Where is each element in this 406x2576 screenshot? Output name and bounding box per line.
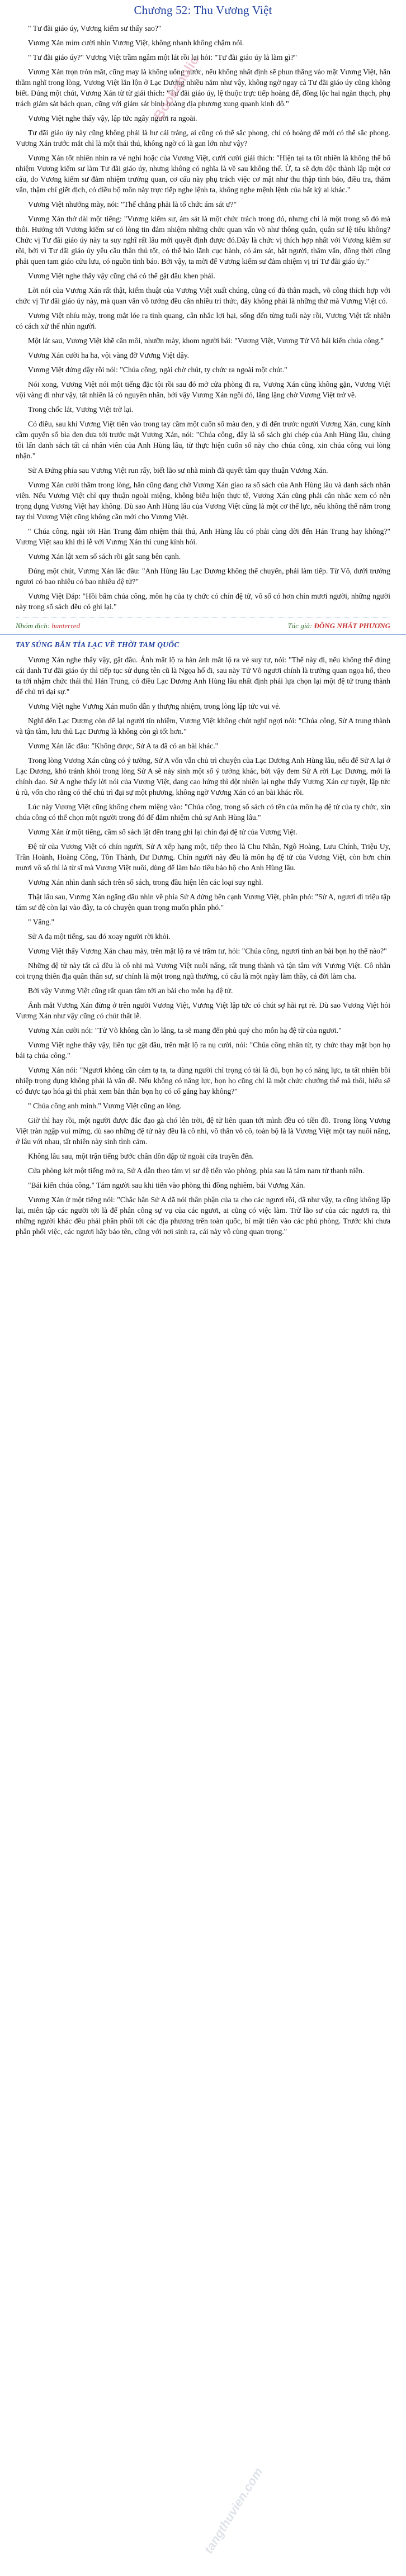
paragraph: Vương Việt nghe thấy vậy cũng chả có thể gật đầu khen phải. xyxy=(28,272,215,280)
paragraph: Vương Xán ừ một tiếng nói: "Chắc hẳn Sử A đã nói thân phận của ta cho các ngươi rồi, đã như vậy, ta cũng không lập lại, miên tập các người tới là để phân công sự vụ của các ngươi, ai cũng có việc làm. Trừ lão sư của các ngươi ra, thì những người khác đều phải phân phối tới các địa phương trên toàn quốc, bí mật tiến vào các phủ phòng. Trước khi chưa phân phối việc, các ngươi hãy báo tên, cũng với nơi sinh ra, cái này vô cùng quan trọng." xyxy=(16,1196,390,1236)
paragraph: Nói xong, Vương Việt nói một tiếng đặc tội rồi sau đó mở cửa phòng đi ra, Vương Xán cũng không gặn, Vương Việt vội vàng đi như vậy, tất nhiên là có nguyên nhân, bởi vậy Vương Xán ngồi đó, lẳng lặng chờ Vương Việt trở về. xyxy=(16,380,390,399)
paragraph: Vương Xán tốt nhiên nhìn ra vẻ nghi hoặc của Vương Việt, cười cười giải thích: "Hiện tại ta tốt nhiên là không thể bổ nhiệm Vương kiếm sư làm Tư đãi giáo úy, nhưng không có nghĩa là về sau không thể. Ừ, ta sẽ đợn độc thành lập một cơ cấu, do Vương kiếm sư đảm nhiệm trưởng quan, cơ cấu này phụ trách việc cơ mật như thu thập tình báo, điều tra, thăm vấn, thậm chí giết địch, có điều bộ môn này trực tiếp nghe lệnh ta, không nghe mệnh lệnh của bất kỳ ai khác." xyxy=(16,154,390,194)
paragraph: " Vâng." xyxy=(28,918,55,926)
editor-label: Nhóm dịch: xyxy=(16,622,50,630)
paragraph: Vương Việt nghe thấy vậy, liên tục gật đầu, trên mặt lộ ra nụ cười, nói: "Chúa công nhân từ, ty chức thay mặt bọn họ bái tạ chúa công." xyxy=(16,1041,390,1060)
paragraph: Đúng một chút, Vương Xán lắc đầu: "Anh Hùng lâu Lạc Dương không thể chuyển, phải làm tiếp. Từ Võ, dưới trướng ngươi có bao nhiêu có bao nhiêu đệ tử?" xyxy=(16,567,390,586)
paragraph: Vương Việt nghe thấy vậy, lập tức ngây người ra ngoài. xyxy=(28,114,197,122)
paragraph: Vương Việt nhíu mày, trong mắt lóe ra tinh quang, cân nhắc lợi hại, sống đến từng tuổi này rồi, Vương Việt tất nhiên có cách xử thế nhìn người. xyxy=(16,311,390,330)
paragraph: Không lâu sau, một trận tiếng bước chân dồn dập từ ngoài cửa truyền đến. xyxy=(28,1152,254,1160)
paragraph: Những đệ tử này tất cả đều là cô nhi mà Vương Việt nuôi nấng, rất trung thành và tận tâm với Vương Việt. Cô nhân coi trọng thiên địa quân thân sư, sư chính là một trong ngũ thường, có câu là một ngày làm thầy, cả đời làm cha. xyxy=(16,961,390,980)
paragraph: Lúc này Vương Việt cũng không chem miệng vào: "Chúa công, trong số sách có tên của môn hạ đệ tử của ty chức, xin chúa công có thể chọn một người trong đó đế đảm nhiệm chủ sự Anh Hùng lâu." xyxy=(16,803,390,822)
paragraph: Thật lâu sau, Vương Xán ngẩng đầu nhìn về phía Sử A đứng bên cạnh Vương Việt, phân phó: "Sử A, ngươi đi triệu tập tám sư đệ còn lại vào đây, ta có chuyện quan trọng muốn phân phó." xyxy=(16,893,390,912)
watermark-bottom: tangthuvien.com xyxy=(201,2465,266,2556)
paragraph: Cửa phòng két một tiếng mở ra, Sử A dẫn theo tám vị sư đệ tiến vào phòng, phía sau là tám nam tử thanh niên. xyxy=(28,1166,365,1175)
paragraph: Lời nói của Vương Xán rất thật, kiếm thuật của Vương Việt xuất chúng, cũng có đủ thân mạch, võ công thích hợp với chức vị Tư đãi giáo úy này, mà quan văn võ tướng đều cần nhiều tri thức, đây không phải là những thứ mà Vương Việt có. xyxy=(16,286,390,305)
paragraph: " Tư đãi giáo úy, Vương kiếm sư thấy sao?" xyxy=(28,24,162,32)
paragraph: Vương Việt thấy Vương Xán chau mày, trên mặt lộ ra vẻ trầm tư, hỏi: "Chúa công, ngươi tính an bài bọn họ thế nào?" xyxy=(28,947,387,955)
paragraph: Vương Việt nghe Vương Xán muốn dẫn y thượng nhiệm, trong lòng lập tức vui vẻ. xyxy=(28,702,281,710)
paragraph: Vương Xán nói: "Ngươi không cần cảm tạ ta, ta dùng người chỉ trọng có tài là đủ, bọn họ có năng lực, ta tất nhiên bồi nhiệp trọng dụng không phải là vấn đề. Nếu không có năng lực, bọn họ cũng chỉ là một chức chưởng thế mà thôi, hiểu sẽ có được tạo hóa gì thì phải xem bản thân bọn họ có cố gắng hay không?" xyxy=(16,1066,390,1095)
watermark-top: Bookaholic xyxy=(151,53,202,123)
paragraph: Sử A Đứng phía sau Vương Việt run rẩy, biết lão sư nhà mình đã quyết tâm quy thuận Vương Xán. xyxy=(28,466,328,475)
paragraph: Vương Việt nhướng mày, nói: "Thế chẳng phải là tổ chức ám sát ư?" xyxy=(28,200,237,208)
author-label: Tác giả: xyxy=(287,622,313,630)
paragraph: Đệ tử của Vương Việt có chín người, Sử A xếp hạng một, tiếp theo là Chu Nhân, Ngô Hoàng, Lưu Chính, Triệu Uy, Trần Hoành, Hoàng Công, Tôn Thành, Dư Dương. Chín người này đều là môn hạ đệ tử của Vương Việt, còn hơn chín mươi vô số thì là từ sĩ mà Vương Việt nuôi, dùng để làm bảo tiêu bảo hộ cho Anh Hùng lâu. xyxy=(16,842,390,872)
section2-body xyxy=(16,654,390,1237)
paragraph: Vương Xán thở dài một tiếng: "Vương kiếm sư, ám sát là một chức trách trong đó, nhưng chỉ là một trong số đó mà thôi. Hướng tới Vương kiếm sư có lòng tin đảm nhiệm những chức quan vấn võ như thông quân, quân sư lệ tiêu không? Chức vị Tư đãi giáo úy này ta suy nghĩ rất lâu mới quyết định được đó.Đây là chức vị thích hợp nhất với Vương kiếm sư rồi, bởi vì Tư đãi giáo úy yêu cầu thân thủ tốt, có thể bảo lãnh cục hành, có ám sát, bắt người, thăm vấn, đồng thời cũng phải quen tam giáo cửu lưu, có nguồn tình báo. Bởi vậy, ta mời để Vương kiếm sư đảm nhiệm vị trí Tư đãi giáo úy." xyxy=(16,215,390,265)
paragraph: Vương Xán cười thầm trong lòng, hắn cũng đang chờ Vương Xán giao ra sổ sách của Anh Hùng lâu và danh sách nhân viên. Nếu Vương Việt chỉ quy thuận ngoài miệng, không biểu hiện thực tế, Vương Xán cũng phải cân nhắc xem có nên trọng dụng Vương Việt hay không. Dù sao Anh Hùng lâu của Vương Việt cũng là một cơ thế lực, nếu không thể nắm trong tay thì Vương Việt cũng không cần mới cho Vương Việt. xyxy=(16,481,390,521)
paragraph: Vương Xán cười nói: "Tử Võ không cần lo lắng, ta sẽ mang đến phủ quý cho môn hạ đệ tử của ngươi." xyxy=(28,1026,342,1035)
author-value: ĐỒNG NHẤT PHƯƠNG xyxy=(314,622,390,630)
paragraph: Giờ thì hay rồi, một người được đắc đạo gà chó lên trời, đệ tử liên quan tới mình đều có tiền đồ. Trong lòng Vương Việt tràn ngập vui mừng, dù sao những đệ tử này đều là cô nhi, vô thân vô cô, toàn bộ là là Vương Việt một tay nuôi nấng, ở lâu với nhau, tất nhiên này sinh tình cảm. xyxy=(16,1116,390,1146)
chapter-title: Chương 52: Thu Vương Việt xyxy=(134,3,272,17)
paragraph: Vương Xán mỉm cười nhìn Vương Việt, không nhanh không chậm nói. xyxy=(28,39,244,47)
section1-body xyxy=(16,23,390,612)
paragraph: Tư đãi giáo úy này cũng không phải là hư cái tráng, ai cũng có thể sắc phong, chỉ có hoàng đế mới có thể sắc phong. Vương Xán trước mắt chỉ là một thái thú, không ngờ có là gan lớn như vậy? xyxy=(16,129,390,148)
paragraph: Bởi vậy Vương Việt cũng rất quan tâm tới an bài cho môn hạ đệ tử. xyxy=(28,986,233,995)
editor-value: hunterred xyxy=(51,622,81,630)
paragraph: Vương Việt đứng dậy rồi nói: "Chúa công, ngài chờ chút, ty chức ra ngoài một chút." xyxy=(28,366,287,374)
section2-heading: TAY SÚNG BẮN TỈA LẠC VỀ THỜI TAM QUỐC xyxy=(16,641,180,649)
paragraph: Vương Xán nghe thấy vậy, gật đầu. Ánh mắt lộ ra hàn ánh mắt lộ ra vẻ suy tư, nói: "Thế này đi, nếu không thể đúng cái danh Tư đãi giáo úy thì tiếp tục sử dụng tên cũ là Ngọa hổ đi, sau này Tử Võ ngươi chính là trưởng quan ngọa hổ, theo ta tới nhậm chức thái thú Hán Trung, có điều Lạc Dương Anh Hùng lâu nhất định phải lựa chọn lại một đệ tử trung thành để chủ trì đại sự." xyxy=(16,656,390,696)
paragraph: Vương Xán trọn tròn mắt, cũng may là không uống nước, nếu không nhất định sẽ phun thẳng vào mặt Vương Việt, hắn thầm nghĩ trong lòng, Vương Việt lăn lộn ở Lạc Dương nhiều năm như vậy, không ngờ ngay cả Tư đãi giáo úy cũng không biết. Đúng một chút, Vương Xán từ từ giải thích: "Tư đãi giáo úy, lệ thuộc trực tiếp hoàng đế, đồng lộc hai ngàn thạch, phụ trách giám sát bách quan, cũng với giám sát binh hoàng địa phương xung quanh kinh đô." xyxy=(16,68,390,108)
paragraph: Vương Việt Đáp: "Hồi bẩm chúa công, môn hạ của ty chức có chín đệ tử, vô số có hơn chín mươi người, những người này trong số sách đều có ghi lại." xyxy=(16,592,390,611)
paragraph: "Bái kiến chúa công." Tám người sau khi tiến vào phòng thì đồng nghiêm, bái Vương Xán. xyxy=(28,1181,305,1189)
paragraph: Vương Xán nhìn danh sách trên sổ sách, trong đầu hiện lên các loại suy nghĩ. xyxy=(28,878,263,886)
paragraph: Có điều, sau khi Vương Việt tiến vào trong tay cầm một cuốn sổ màu đen, y đi đến trước người Vương Xán, cung kính cầm quyển sổ bìa đen đưa tới trước mặt Vương Xán, nói: "Chúa công, đây là sổ sách ghi chép của Anh Hùng lâu, chúng tôi lấn danh sách tất cả nhân viên của Anh Hùng lâu, từ thực hiện cuốn sổ này cho chúa công, xin chúa công vui lòng nhận." xyxy=(16,420,390,460)
editor-credit xyxy=(16,622,80,630)
paragraph: Vương Xán ừ một tiếng, cầm số sách lật đến trang ghi lại chín đại đệ tử của Vương Việt. xyxy=(28,828,298,836)
paragraph: Vương Xán lắc đầu: "Không được, Sử A ta đã có an bài khác." xyxy=(28,742,219,750)
section-divider xyxy=(0,634,406,635)
paragraph: Sử A đạ một tiếng, sau đó xoay người rời khỏi. xyxy=(28,932,171,941)
paragraph: " Chúa công, ngài tới Hàn Trung đảm nhiệm thái thú, Anh Hùng lâu có phải cùng dời đến Hán Trung hay không?" Vương Việt sau khi thì lễ với Vương Xán thì cung kính hỏi. xyxy=(16,527,390,546)
paragraph: Vương Xán cười ha ha, vội vàng đỡ Vương Việt dậy. xyxy=(28,351,190,359)
author-credit xyxy=(288,622,390,630)
paragraph: " Chúa công anh minh." Vương Việt cũng an lòng. xyxy=(28,1102,182,1110)
paragraph: Vương Xán lật xem sổ sách rồi gật sang bên cạnh. xyxy=(28,552,181,561)
paragraph: Nghĩ đến Lạc Dương còn để lại người tín nhiệm, Vương Việt không chút nghĩ ngợi nói: "Chúa công, Sử A trung thành và tận tâm, lưu thủ Lạc Dương là không còn gì tốt hơn." xyxy=(16,717,390,736)
paragraph: Một lát sau, Vương Việt khẽ cắn môi, nhưỡn mày, khom người bái: "Vương Việt, Vương Tử Võ bái kiến chúa công." xyxy=(28,336,384,345)
paragraph: Ánh mắt Vương Xán đừng ở trên người Vương Việt, Vương Việt lập tức có chút sợ hãi rụt rè. Dù sao Vương Việt hỏi Vương Xán như vậy cũng có chút thất lễ. xyxy=(16,1001,390,1020)
paragraph: " Tư đãi giáo úy?" Vương Việt trầm ngâm một lát rồi lại hỏi: "Tư đãi giáo úy là làm gì?" xyxy=(28,53,298,61)
paragraph: Trong chốc lát, Vương Việt trở lại. xyxy=(28,405,134,414)
section1-footer xyxy=(16,618,390,634)
paragraph: Trong lòng Vương Xán cũng có ý tưởng, Sử A vốn vẫn chủ trì chuyện của Lạc Dương Anh Hùng lâu, nếu để Sử A lại ở Lạc Dương, khó tránh khỏi trong lòng Sử A sẽ nảy sinh một số ý tưởng khác, bởi vậy đem Sử A rời Lạc Dương, mới là chính đạo. Sử A nghe thấy lời nói của Vương Việt, đang cao hứng thì đột nhiên lại nghe thấy Vương Xán cự tuyệt, lập tức ủ rũ, vốn cho rằng có thể chủ trì đại sự một phương, không ngờ Vương Xán có an bài khác rồi. xyxy=(16,756,390,796)
